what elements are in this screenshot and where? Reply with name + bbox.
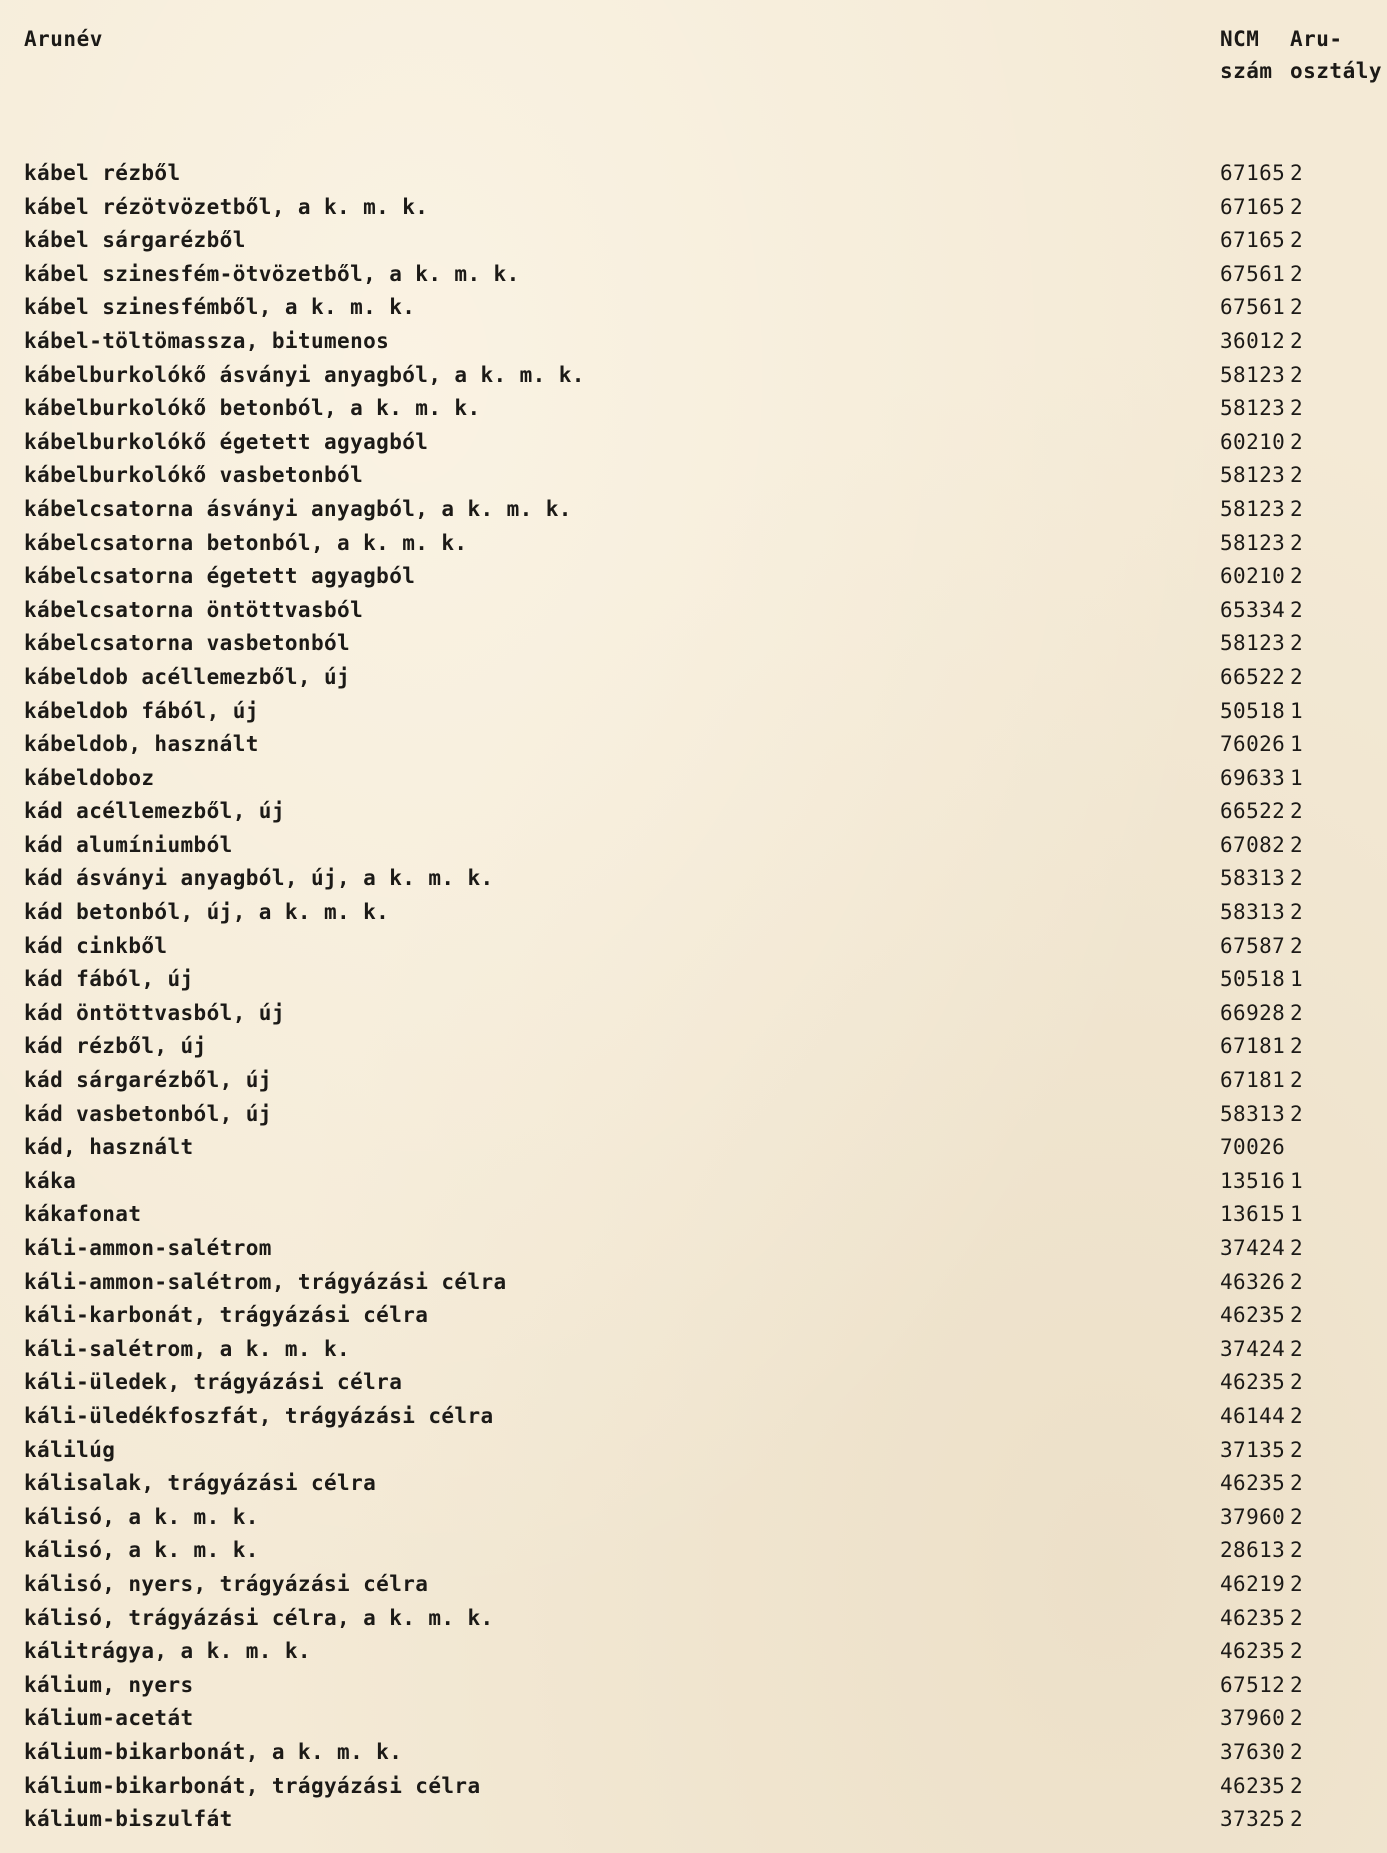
goods-class: 2 bbox=[1290, 362, 1303, 387]
list-item bbox=[0, 1803, 1387, 1837]
item-name: kábel rézötvözetből, a k. m. k. bbox=[24, 194, 429, 219]
list-item bbox=[0, 1702, 1387, 1736]
ncm-code: 67181 bbox=[1220, 1068, 1286, 1093]
list-item bbox=[0, 1534, 1387, 1568]
goods-class: 2 bbox=[1290, 1807, 1303, 1832]
ncm-code: 67561 bbox=[1220, 295, 1286, 320]
item-name: kád fából, új bbox=[24, 967, 194, 992]
goods-class: 2 bbox=[1290, 1538, 1303, 1563]
list-item bbox=[0, 1770, 1387, 1804]
ncm-code: 58123 bbox=[1220, 463, 1286, 488]
item-name: kálium-bikarbonát, trágyázási célra bbox=[24, 1773, 481, 1798]
ncm-code: 60210 bbox=[1220, 429, 1286, 454]
item-name: kád ásványi anyagból, új, a k. m. k. bbox=[24, 866, 494, 891]
goods-class: 2 bbox=[1290, 597, 1303, 622]
goods-class: 2 bbox=[1290, 1773, 1303, 1798]
goods-class: 2 bbox=[1290, 1236, 1303, 1260]
goods-class: 2 bbox=[1290, 1605, 1303, 1630]
item-name: kábel szinesfémből, a k. m. k. bbox=[24, 295, 416, 320]
item-name: kád cinkből bbox=[24, 933, 168, 958]
ncm-code: 65334 bbox=[1220, 597, 1286, 622]
list-item bbox=[0, 762, 1387, 796]
list-item bbox=[0, 997, 1387, 1031]
list-item bbox=[0, 1266, 1387, 1300]
ncm-code: 67512 bbox=[1220, 1672, 1286, 1697]
item-name: káli-ammon-salétrom, trágyázási célra bbox=[24, 1269, 507, 1294]
goods-class: 2 bbox=[1290, 1101, 1303, 1126]
list-item bbox=[0, 527, 1387, 561]
goods-class: 2 bbox=[1290, 1068, 1303, 1093]
goods-class: 2 bbox=[1290, 900, 1303, 925]
goods-class: 2 bbox=[1290, 832, 1303, 857]
item-name: kábelcsatorna égetett agyagból bbox=[24, 564, 416, 589]
ncm-code: 58123 bbox=[1220, 530, 1286, 555]
list-item bbox=[0, 258, 1387, 292]
goods-class: 2 bbox=[1290, 228, 1303, 253]
goods-class: 1 bbox=[1290, 765, 1303, 790]
ncm-code: 46235 bbox=[1220, 1773, 1286, 1798]
item-name: káli-üledékfoszfát, trágyázási célra bbox=[24, 1403, 494, 1428]
goods-class: 2 bbox=[1290, 1370, 1303, 1395]
item-name: kálitrágya, a k. m. k. bbox=[24, 1639, 311, 1664]
list-item bbox=[0, 1299, 1387, 1333]
list-item bbox=[0, 1467, 1387, 1501]
list-item bbox=[0, 1736, 1387, 1770]
ncm-code: 67165 bbox=[1220, 228, 1286, 253]
ncm-code: 37960 bbox=[1220, 1706, 1286, 1731]
goods-class: 2 bbox=[1290, 463, 1303, 488]
list-item bbox=[0, 191, 1387, 225]
item-name: kád betonból, új, a k. m. k. bbox=[24, 900, 390, 925]
ncm-code: 69633 bbox=[1220, 765, 1286, 790]
item-name: káka bbox=[24, 1168, 77, 1193]
column-header-name: Arunév bbox=[24, 27, 103, 51]
ncm-code: 50518 bbox=[1220, 967, 1286, 992]
column-header-ncm: NCM bbox=[1220, 27, 1260, 51]
column-header-class: Aru- bbox=[1290, 27, 1343, 51]
list-item bbox=[0, 862, 1387, 896]
list-item bbox=[0, 493, 1387, 527]
item-name: kábelburkolókő vasbetonból bbox=[24, 463, 364, 488]
list-item bbox=[0, 392, 1387, 426]
item-name: kálisó, a k. m. k. bbox=[24, 1538, 259, 1563]
goods-class: 2 bbox=[1290, 1672, 1303, 1697]
item-name: kád rézből, új bbox=[24, 1034, 207, 1059]
list-item bbox=[0, 795, 1387, 829]
item-name: kád vasbetonból, új bbox=[24, 1101, 272, 1126]
list-item bbox=[0, 1602, 1387, 1636]
item-name: kálium-bikarbonát, a k. m. k. bbox=[24, 1739, 403, 1764]
item-name: kábelburkolókő égetett agyagból bbox=[24, 429, 429, 454]
list-item bbox=[0, 661, 1387, 695]
ncm-code: 46235 bbox=[1220, 1639, 1286, 1664]
list-item bbox=[0, 1366, 1387, 1400]
ncm-code: 46326 bbox=[1220, 1269, 1286, 1294]
goods-class: 2 bbox=[1290, 1437, 1303, 1462]
item-name: kálium, nyers bbox=[24, 1672, 194, 1697]
ncm-code: 13615 bbox=[1220, 1202, 1286, 1227]
list-item bbox=[0, 1501, 1387, 1535]
goods-class: 2 bbox=[1290, 429, 1303, 454]
list-item bbox=[0, 930, 1387, 964]
list-item bbox=[0, 1030, 1387, 1064]
list-item bbox=[0, 157, 1387, 191]
ncm-code: 36012 bbox=[1220, 328, 1286, 353]
item-name: kálisalak, trágyázási célra bbox=[24, 1471, 377, 1496]
goods-class: 2 bbox=[1290, 1303, 1303, 1328]
list-item bbox=[0, 1064, 1387, 1098]
item-name: kábeldob, használt bbox=[24, 732, 259, 757]
goods-class: 2 bbox=[1290, 1504, 1303, 1529]
ncm-code: 46235 bbox=[1220, 1370, 1286, 1395]
goods-class: 2 bbox=[1290, 261, 1303, 286]
item-name: káli-üledek, trágyázási célra bbox=[24, 1370, 403, 1395]
item-name: kálisó, a k. m. k. bbox=[24, 1504, 259, 1529]
list-item bbox=[0, 224, 1387, 258]
ncm-code: 46235 bbox=[1220, 1303, 1286, 1328]
goods-class: 2 bbox=[1290, 194, 1303, 219]
goods-class: 2 bbox=[1290, 1403, 1303, 1428]
ncm-code: 46235 bbox=[1220, 1471, 1286, 1496]
goods-class: 2 bbox=[1290, 1034, 1303, 1059]
goods-class: 2 bbox=[1290, 328, 1303, 353]
list-item bbox=[0, 325, 1387, 359]
ncm-code: 60210 bbox=[1220, 564, 1286, 589]
goods-class: 2 bbox=[1290, 799, 1303, 824]
goods-class: 1 bbox=[1290, 698, 1303, 723]
item-name: kálilúg bbox=[24, 1437, 116, 1462]
ncm-code: 58123 bbox=[1220, 496, 1286, 521]
item-name: káli-salétrom, a k. m. k. bbox=[24, 1336, 351, 1361]
item-name: kád alumíniumból bbox=[24, 832, 233, 857]
ncm-code: 46219 bbox=[1220, 1571, 1286, 1596]
column-header-class-line2: osztály bbox=[1290, 59, 1383, 83]
list-item bbox=[0, 728, 1387, 762]
item-name: káli-ammon-salétrom bbox=[24, 1236, 272, 1260]
ncm-code: 58123 bbox=[1220, 396, 1286, 421]
list-item bbox=[0, 291, 1387, 325]
ncm-code: 67587 bbox=[1220, 933, 1286, 958]
goods-class: 2 bbox=[1290, 1000, 1303, 1025]
ncm-code: 67165 bbox=[1220, 194, 1286, 219]
item-name: kábel szinesfém-ötvözetből, a k. m. k. bbox=[24, 261, 520, 286]
item-name: kálisó, nyers, trágyázási célra bbox=[24, 1571, 429, 1596]
item-name: kálium-biszulfát bbox=[24, 1807, 233, 1832]
list-item bbox=[0, 1635, 1387, 1669]
ncm-code: 76026 bbox=[1220, 732, 1286, 757]
item-name: kábel sárgarézből bbox=[24, 228, 246, 253]
ncm-code: 67561 bbox=[1220, 261, 1286, 286]
goods-class: 2 bbox=[1290, 1571, 1303, 1596]
goods-class: 2 bbox=[1290, 1471, 1303, 1496]
list-item bbox=[0, 1232, 1387, 1266]
item-name: kád acéllemezből, új bbox=[24, 799, 285, 824]
item-name: kábelcsatorna betonból, a k. m. k. bbox=[24, 530, 468, 555]
list-item bbox=[0, 1669, 1387, 1703]
item-name: kákafonat bbox=[24, 1202, 142, 1227]
list-item bbox=[0, 359, 1387, 393]
list-item bbox=[0, 459, 1387, 493]
item-name: kábeldob fából, új bbox=[24, 698, 259, 723]
goods-class: 2 bbox=[1290, 1269, 1303, 1294]
item-name: kábelburkolókő ásványi anyagból, a k. m. k. bbox=[24, 362, 585, 387]
ncm-code: 13516 bbox=[1220, 1168, 1286, 1193]
ncm-code: 66522 bbox=[1220, 664, 1286, 689]
ncm-code: 37630 bbox=[1220, 1739, 1286, 1764]
item-name: káli-karbonát, trágyázási célra bbox=[24, 1303, 429, 1328]
ncm-code: 66522 bbox=[1220, 799, 1286, 824]
ncm-code: 28613 bbox=[1220, 1538, 1286, 1563]
ncm-code: 37325 bbox=[1220, 1807, 1286, 1832]
item-name: kábel rézből bbox=[24, 161, 181, 185]
list-item bbox=[0, 627, 1387, 661]
goods-class: 1 bbox=[1290, 732, 1303, 757]
ncm-code: 58313 bbox=[1220, 1101, 1286, 1126]
item-name: kábeldob acéllemezből, új bbox=[24, 664, 351, 689]
entry-list bbox=[0, 157, 1387, 1837]
ncm-code: 67165 bbox=[1220, 161, 1286, 185]
ncm-code: 37424 bbox=[1220, 1236, 1286, 1260]
goods-class: 1 bbox=[1290, 1168, 1303, 1193]
goods-class: 2 bbox=[1290, 866, 1303, 891]
list-item bbox=[0, 1333, 1387, 1367]
goods-class: 2 bbox=[1290, 631, 1303, 656]
goods-class: 2 bbox=[1290, 933, 1303, 958]
item-name: kád öntöttvasból, új bbox=[24, 1000, 285, 1025]
list-item bbox=[0, 1400, 1387, 1434]
item-name: kád, használt bbox=[24, 1135, 194, 1160]
item-name: kábelcsatorna vasbetonból bbox=[24, 631, 351, 656]
ncm-code: 58123 bbox=[1220, 631, 1286, 656]
list-item bbox=[0, 695, 1387, 729]
ncm-code: 50518 bbox=[1220, 698, 1286, 723]
item-name: kálium-acetát bbox=[24, 1706, 194, 1731]
goods-class: 1 bbox=[1290, 1202, 1303, 1227]
goods-class: 2 bbox=[1290, 496, 1303, 521]
ncm-code: 67082 bbox=[1220, 832, 1286, 857]
goods-class: 2 bbox=[1290, 396, 1303, 421]
ncm-code: 66928 bbox=[1220, 1000, 1286, 1025]
ncm-code: 58123 bbox=[1220, 362, 1286, 387]
ncm-code: 67181 bbox=[1220, 1034, 1286, 1059]
item-name: kábel-töltömassza, bitumenos bbox=[24, 328, 390, 353]
ncm-code: 37960 bbox=[1220, 1504, 1286, 1529]
list-item bbox=[0, 1165, 1387, 1199]
ncm-code: 70026 bbox=[1220, 1135, 1286, 1160]
goods-class: 2 bbox=[1290, 161, 1303, 185]
list-item bbox=[0, 1198, 1387, 1232]
goods-class: 2 bbox=[1290, 1739, 1303, 1764]
ncm-code: 37135 bbox=[1220, 1437, 1286, 1462]
list-item bbox=[0, 1131, 1387, 1165]
column-header-ncm-line2: szám bbox=[1220, 59, 1273, 83]
goods-class: 2 bbox=[1290, 295, 1303, 320]
item-name: kád sárgarézből, új bbox=[24, 1068, 272, 1093]
item-name: kábelcsatorna öntöttvasból bbox=[24, 597, 364, 622]
list-item bbox=[0, 1434, 1387, 1468]
goods-class: 2 bbox=[1290, 530, 1303, 555]
ncm-code: 37424 bbox=[1220, 1336, 1286, 1361]
goods-class: 2 bbox=[1290, 1639, 1303, 1664]
ncm-code: 46144 bbox=[1220, 1403, 1286, 1428]
ncm-code: 58313 bbox=[1220, 866, 1286, 891]
list-item bbox=[0, 560, 1387, 594]
item-name: kálisó, trágyázási célra, a k. m. k. bbox=[24, 1605, 494, 1630]
ncm-code: 46235 bbox=[1220, 1605, 1286, 1630]
list-item bbox=[0, 1568, 1387, 1602]
item-name: kábeldoboz bbox=[24, 765, 155, 790]
item-name: kábelburkolókő betonból, a k. m. k. bbox=[24, 396, 481, 421]
goods-class: 1 bbox=[1290, 967, 1303, 992]
goods-class: 2 bbox=[1290, 564, 1303, 589]
goods-class: 2 bbox=[1290, 1706, 1303, 1731]
list-item bbox=[0, 594, 1387, 628]
list-item bbox=[0, 1098, 1387, 1132]
list-item bbox=[0, 829, 1387, 863]
ncm-code: 58313 bbox=[1220, 900, 1286, 925]
item-name: kábelcsatorna ásványi anyagból, a k. m. k. bbox=[24, 496, 572, 521]
list-item bbox=[0, 426, 1387, 460]
goods-class: 2 bbox=[1290, 664, 1303, 689]
list-item bbox=[0, 896, 1387, 930]
goods-class: 2 bbox=[1290, 1336, 1303, 1361]
list-item bbox=[0, 963, 1387, 997]
